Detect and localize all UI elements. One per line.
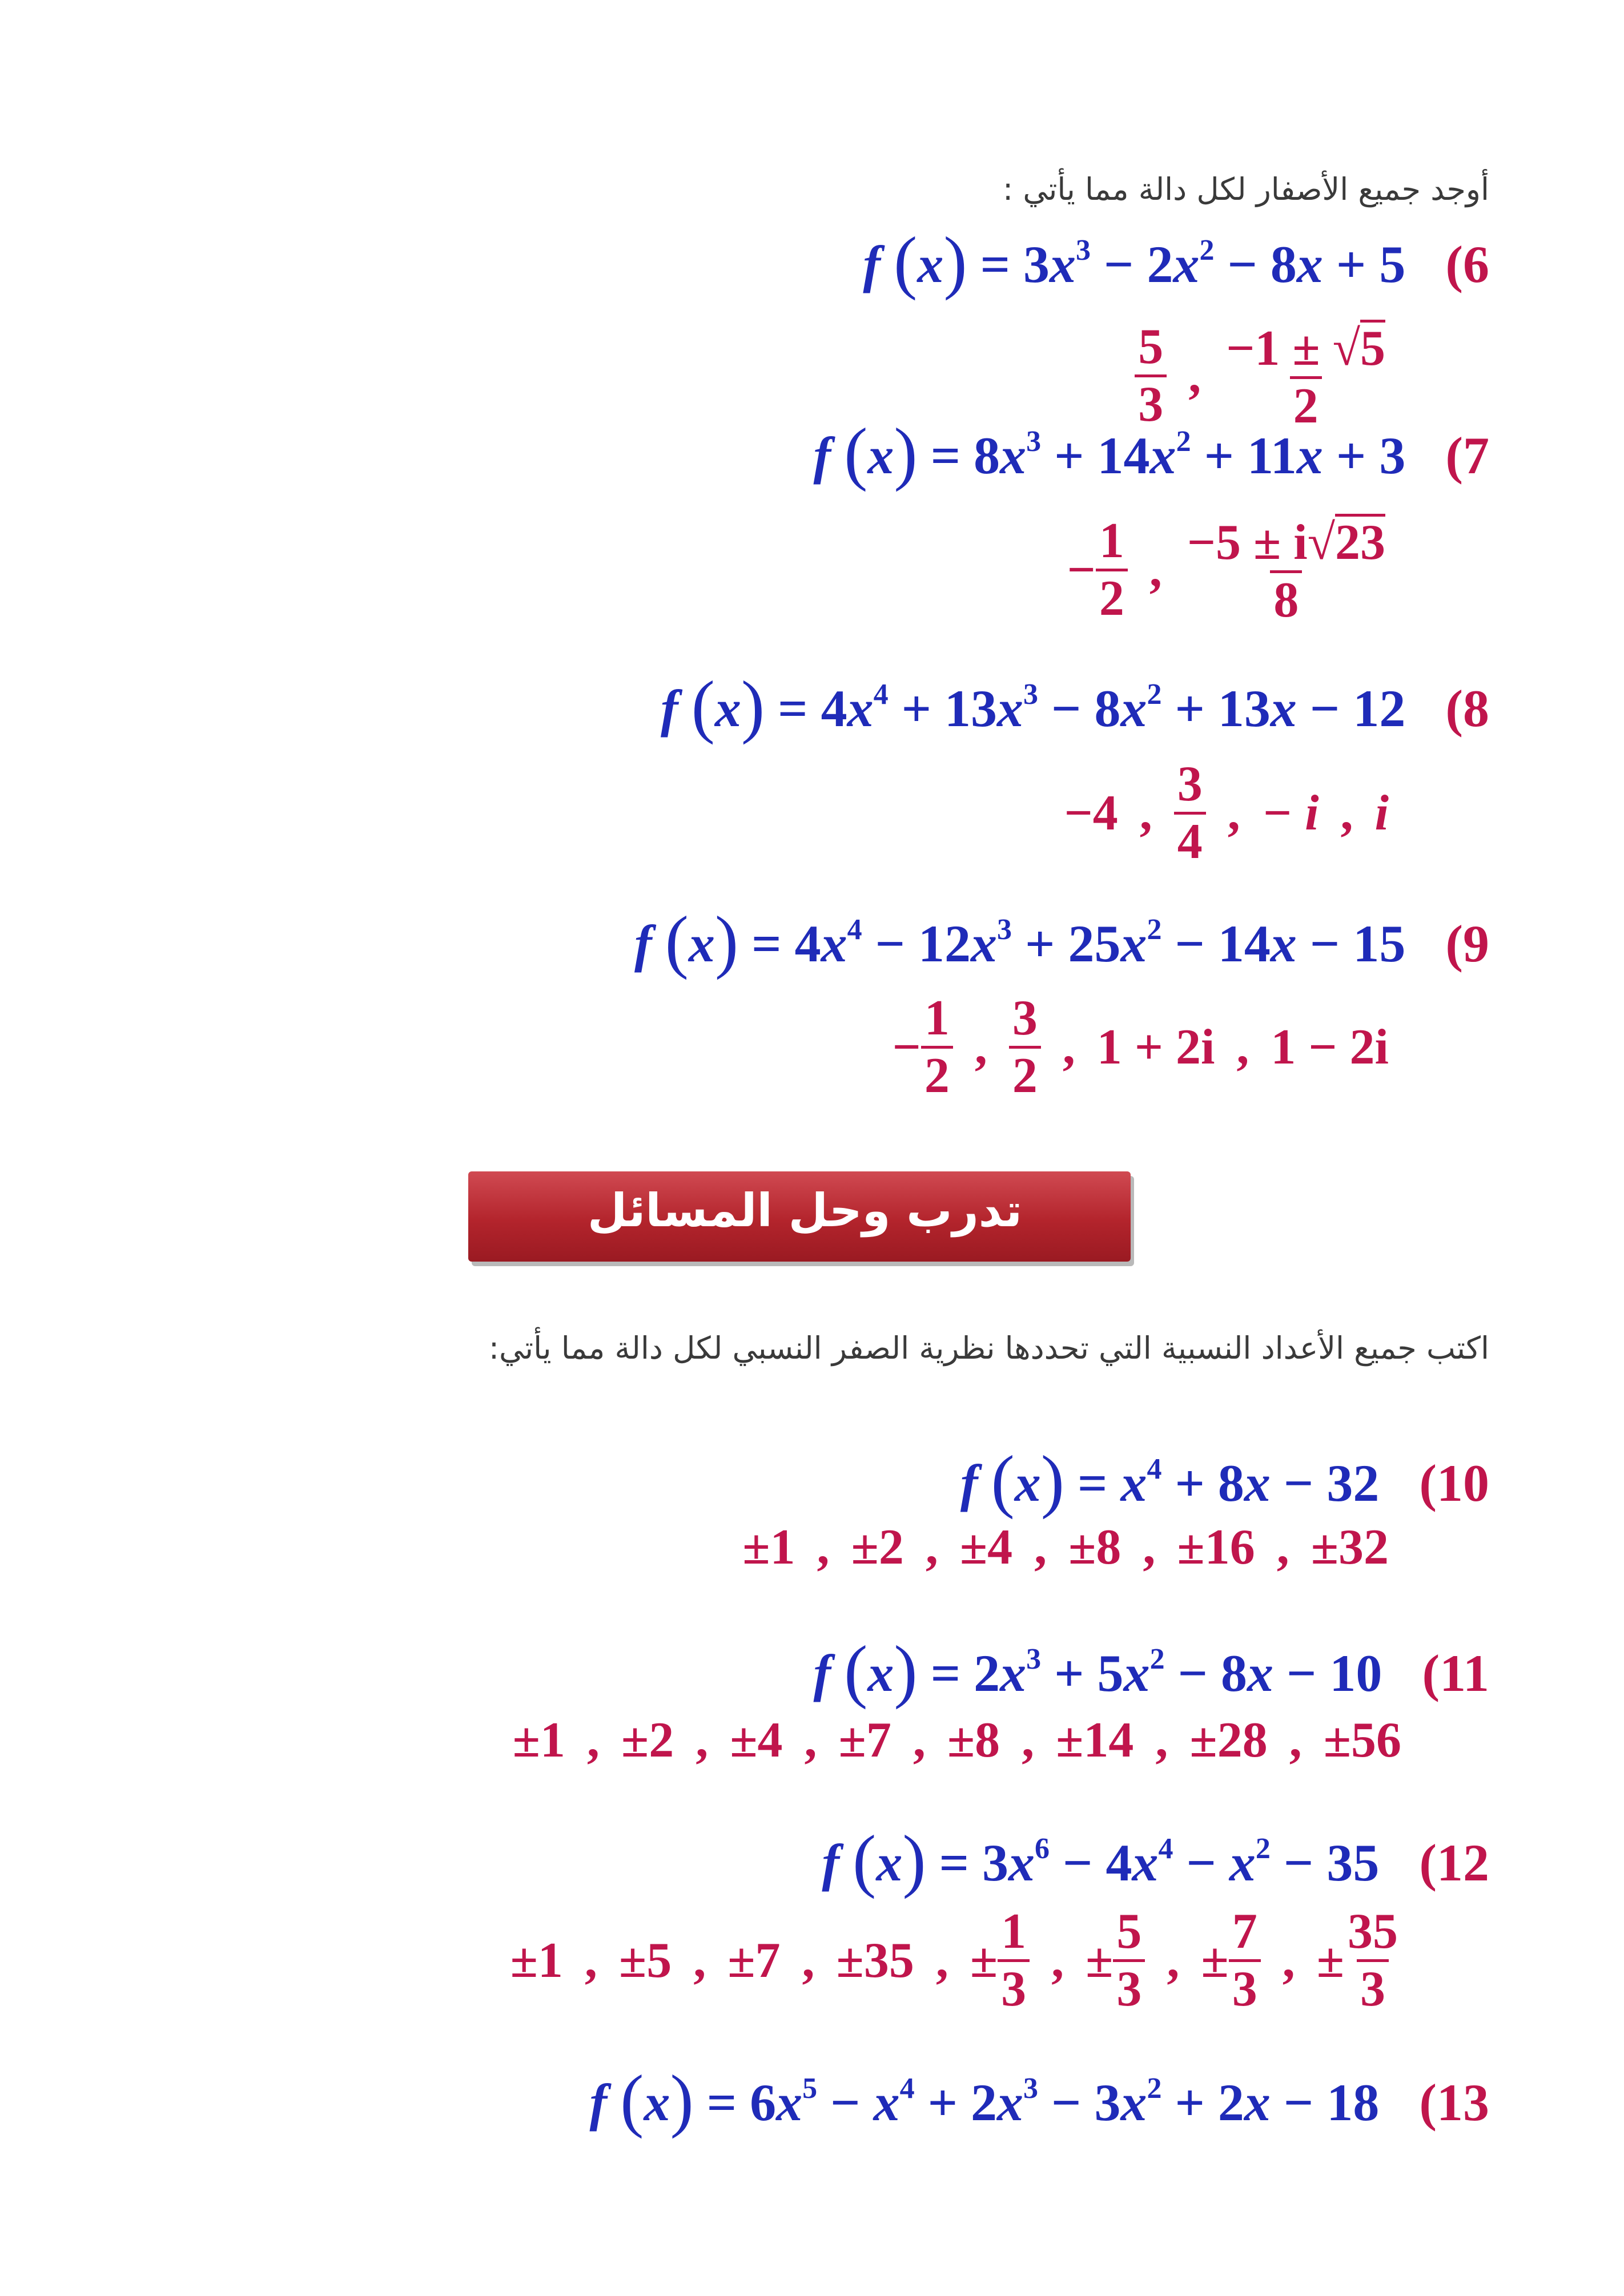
answer-12-fraction-1: $\frac{1}{3}$ bbox=[998, 1907, 1030, 2015]
problem-number-6: (6 bbox=[1445, 235, 1489, 293]
answer-12: ±1 , ±5 , ±7 , ±35 , ± $\frac{1}{3}$ , ± $\frac{5}{3}$ , ± $\frac{7}{3}$ , ± $\frac{35}{3}$ bbox=[510, 1907, 1401, 2015]
answer-9-fraction-2: $\frac{3}{2}$ bbox=[1009, 993, 1041, 1101]
answer-12-fraction-3: $\frac{7}{3}$ bbox=[1229, 1907, 1261, 2015]
answer-8: −4 , $\frac{3}{4}$ , − i , i bbox=[1064, 756, 1389, 869]
answer-11: ±1 , ±2 , ±4 , ±7 , ±8 , ±14 , ±28 , ±56 bbox=[512, 1713, 1401, 1768]
answer-6-fraction-1: $\frac{5}{3}$ bbox=[1135, 322, 1167, 430]
answer-9-fraction-1: $\frac{1}{2}$ bbox=[921, 993, 953, 1101]
problem-number-9: (9 bbox=[1445, 915, 1489, 973]
equation-13: f $(x) = 6x^5 - x^4 + 2x^3 - 3x^2 + 2x - 18$ bbox=[589, 2061, 1380, 2139]
equation-9: f $(x) = 4x^4 - 12x^3 + 25x^2 - 14x - 15$ bbox=[634, 902, 1406, 980]
problem-13-equation bbox=[589, 2061, 1490, 2139]
problem-number-8: (8 bbox=[1445, 679, 1489, 738]
equation-7: f $(x) = 8x^3 + 14x^2 + 11x + 3$ bbox=[813, 414, 1406, 492]
equation-11: f $(x) = 2x^3 + 5x^2 - 8x - 10$ bbox=[813, 1632, 1382, 1710]
answer-12-fraction-4: $\frac{35}{3}$ bbox=[1348, 1904, 1398, 2017]
problem-8-equation bbox=[660, 667, 1489, 745]
equation-6: f $(x) = 3x^3 - 2x^2 - 8x + 5$ bbox=[863, 223, 1406, 301]
problem-number-7: (7 bbox=[1445, 426, 1489, 485]
answer-6: $\frac{5}{3}$ , $\frac{-1 \pm √5}{2}$ bbox=[1135, 320, 1389, 432]
problem-11-equation bbox=[813, 1632, 1489, 1710]
answer-12-fraction-2: $\frac{5}{3}$ bbox=[1113, 1907, 1145, 2015]
problem-9-equation bbox=[634, 902, 1489, 980]
instruction-rational-zeros: اكتب جميع الأعداد النسبية التي تحددها نظرية الصفر النسبي لكل دالة مما يأتي: bbox=[488, 1330, 1489, 1366]
problem-number-10: (10 bbox=[1419, 1454, 1489, 1512]
equation-8: f $(x) = 4x^4 + 13x^3 - 8x^2 + 13x - 12$ bbox=[660, 667, 1406, 745]
problem-7-equation bbox=[813, 414, 1489, 492]
answer-10: ±1 , ±2 , ±4 , ±8 , ±16 , ±32 bbox=[742, 1520, 1389, 1575]
answer-7-fraction-2: $\frac{-5 \pm i√23}{8}$ bbox=[1187, 515, 1385, 628]
answer-7: − $\frac{1}{2}$ , $\frac{-5 \pm i√23}{8}$ bbox=[1067, 514, 1389, 626]
problem-12-equation bbox=[822, 1821, 1489, 1899]
problem-number-13: (13 bbox=[1419, 2073, 1489, 2132]
problem-number-11: (11 bbox=[1422, 1644, 1489, 1702]
answer-9: − $\frac{1}{2}$ , $\frac{3}{2}$ , 1 + 2i , 1 − 2i bbox=[892, 990, 1389, 1103]
problem-number-12: (12 bbox=[1419, 1834, 1489, 1892]
answer-8-fraction: $\frac{3}{4}$ bbox=[1174, 759, 1206, 867]
equation-12: f $(x) = 3x^6 - 4x^4 - x^2 - 35$ bbox=[822, 1821, 1380, 1899]
answer-6-fraction-2: $\frac{-1 \pm √5}{2}$ bbox=[1226, 321, 1385, 434]
banner-title: تدرب وحل المسائل bbox=[587, 1184, 1022, 1237]
section-banner bbox=[468, 1171, 1131, 1262]
instruction-find-zeros: أوجد جميع الأصفار لكل دالة مما يأتي : bbox=[1002, 171, 1489, 207]
equation-10: f $(x) = x^4 + 8x - 32$ bbox=[960, 1441, 1380, 1520]
problem-6-equation bbox=[863, 223, 1489, 301]
problem-10-equation bbox=[960, 1441, 1489, 1520]
answer-7-fraction-1: $\frac{1}{2}$ bbox=[1096, 516, 1128, 624]
